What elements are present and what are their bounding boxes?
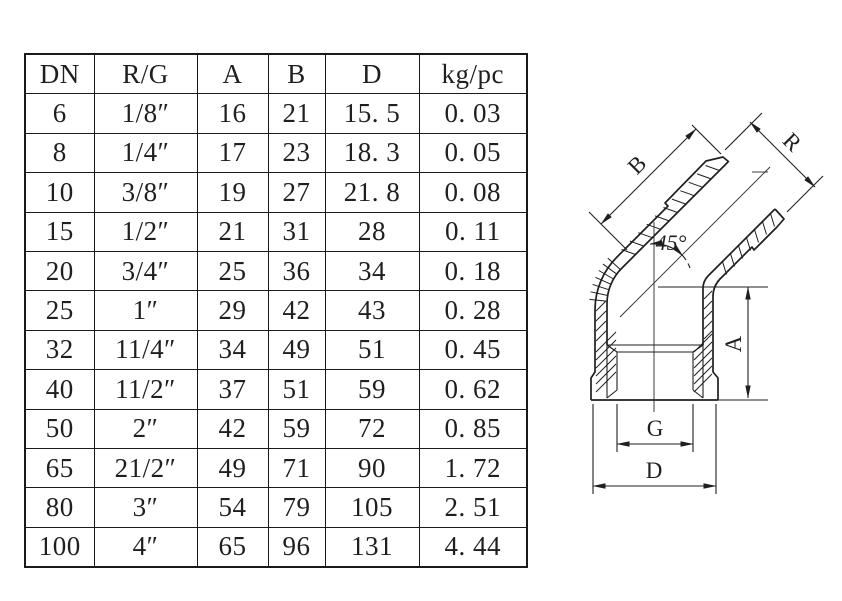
table-cell: 40 bbox=[25, 370, 94, 409]
table-cell: 37 bbox=[197, 370, 268, 409]
table-cell: 16 bbox=[197, 94, 268, 133]
hatch-tick bbox=[596, 321, 606, 331]
table-cell: 0. 05 bbox=[419, 133, 527, 172]
table-cell: 11/4″ bbox=[94, 330, 197, 369]
column-header-4: D bbox=[325, 54, 419, 94]
r-extension-upper bbox=[725, 113, 762, 150]
table-cell: 21 bbox=[268, 94, 325, 133]
table-cell: 50 bbox=[25, 409, 94, 448]
dim-label-g: G bbox=[646, 416, 664, 441]
hatch-tick bbox=[596, 372, 616, 392]
dimension-g bbox=[617, 404, 693, 452]
hatch-tick bbox=[596, 340, 616, 360]
hatch-tick bbox=[595, 277, 611, 284]
hatch-tick bbox=[638, 233, 652, 238]
table-cell: 49 bbox=[197, 448, 268, 487]
table-cell: 34 bbox=[197, 330, 268, 369]
table-cell: 23 bbox=[268, 133, 325, 172]
table-cell: 0. 18 bbox=[419, 251, 527, 290]
hatch-tick bbox=[763, 222, 767, 235]
table-cell: 0. 28 bbox=[419, 291, 527, 330]
dim-label-a: A bbox=[721, 335, 746, 353]
table-cell: 34 bbox=[325, 251, 419, 290]
table-cell: 54 bbox=[197, 488, 268, 527]
table-cell: 100 bbox=[25, 527, 94, 567]
table-cell: 11/2″ bbox=[94, 370, 197, 409]
hatch-tick bbox=[755, 230, 759, 243]
table-cell: 0. 62 bbox=[419, 370, 527, 409]
table-cell: 36 bbox=[268, 251, 325, 290]
table-cell: 59 bbox=[268, 409, 325, 448]
table-cell: 1. 72 bbox=[419, 448, 527, 487]
hatch-tick bbox=[622, 250, 636, 255]
table-cell: 90 bbox=[325, 448, 419, 487]
table-cell: 51 bbox=[325, 330, 419, 369]
hatch-tick bbox=[689, 182, 703, 187]
hatch-tick bbox=[706, 166, 720, 171]
hatch-tick bbox=[593, 284, 609, 289]
table-cell: 65 bbox=[25, 448, 94, 487]
dim-label-r: R bbox=[777, 127, 807, 157]
b-dimension-line bbox=[601, 129, 696, 224]
hatch-tick bbox=[731, 254, 735, 267]
table-cell: 59 bbox=[325, 370, 419, 409]
hatch-tick bbox=[591, 292, 608, 296]
hatch-tick bbox=[596, 348, 616, 368]
table-cell: 0. 08 bbox=[419, 173, 527, 212]
table-cell: 42 bbox=[197, 409, 268, 448]
hatch-tick bbox=[664, 208, 678, 213]
table-cell: 1″ bbox=[94, 291, 197, 330]
hatch-tick bbox=[596, 331, 606, 341]
hatch-tick bbox=[589, 299, 606, 301]
r-extension-lower bbox=[787, 176, 823, 212]
table-cell: 10 bbox=[25, 173, 94, 212]
table-cell: 43 bbox=[325, 291, 419, 330]
hatch-tick bbox=[680, 191, 694, 196]
table-cell: 15 bbox=[25, 212, 94, 251]
table-cell: 31 bbox=[268, 212, 325, 251]
table-cell: 1/4″ bbox=[94, 133, 197, 172]
hatch-tick bbox=[723, 262, 727, 275]
table-cell: 72 bbox=[325, 409, 419, 448]
table-cell: 0. 45 bbox=[419, 330, 527, 369]
hatch-tick bbox=[630, 241, 644, 246]
table-cell: 17 bbox=[197, 133, 268, 172]
table-cell: 4″ bbox=[94, 527, 197, 567]
column-header-3: B bbox=[268, 54, 325, 94]
table-cell: 3/8″ bbox=[94, 173, 197, 212]
hatch-tick bbox=[596, 301, 606, 311]
hatch-tick bbox=[596, 364, 616, 384]
column-header-0: DN bbox=[25, 54, 94, 94]
table-cell: 79 bbox=[268, 488, 325, 527]
table-cell: 131 bbox=[325, 527, 419, 567]
table-cell: 4. 44 bbox=[419, 527, 527, 567]
table-cell: 51 bbox=[268, 370, 325, 409]
table-cell: 71 bbox=[268, 448, 325, 487]
hatch-tick bbox=[596, 311, 606, 321]
table-cell: 3/4″ bbox=[94, 251, 197, 290]
table-cell: 21 bbox=[197, 212, 268, 251]
hatch-tick bbox=[747, 238, 751, 251]
dimension-angle bbox=[650, 230, 690, 268]
hatch-tick bbox=[672, 199, 686, 204]
hatch-tick bbox=[704, 291, 712, 299]
table-cell: 0. 03 bbox=[419, 94, 527, 133]
table-cell: 3″ bbox=[94, 488, 197, 527]
table-cell: 105 bbox=[325, 488, 419, 527]
hatch-tick bbox=[704, 321, 712, 329]
column-header-2: A bbox=[197, 54, 268, 94]
thread-detail bbox=[607, 345, 703, 398]
dim-label-b: B bbox=[622, 150, 652, 180]
hatch-tick bbox=[697, 174, 711, 179]
table-cell: 0. 85 bbox=[419, 409, 527, 448]
table-cell: 28 bbox=[325, 212, 419, 251]
table-cell: 6 bbox=[25, 94, 94, 133]
hatch-tick bbox=[704, 311, 712, 319]
column-header-1: R/G bbox=[94, 54, 197, 94]
hatch-tick bbox=[771, 214, 775, 227]
table-cell: 25 bbox=[25, 291, 94, 330]
hatch-tick bbox=[596, 356, 616, 376]
table-cell: 1/8″ bbox=[94, 94, 197, 133]
hatch-tick bbox=[739, 246, 743, 259]
hatch-tick bbox=[655, 216, 669, 221]
table-cell: 8 bbox=[25, 133, 94, 172]
dim-label-angle: 45° bbox=[655, 230, 687, 255]
hatch-tick bbox=[704, 301, 712, 309]
table-cell: 2. 51 bbox=[419, 488, 527, 527]
column-header-5: kg/pc bbox=[419, 54, 527, 94]
table-cell: 42 bbox=[268, 291, 325, 330]
table-cell: 19 bbox=[197, 173, 268, 212]
table-cell: 1/2″ bbox=[94, 212, 197, 251]
table-cell: 21. 8 bbox=[325, 173, 419, 212]
table-cell: 65 bbox=[197, 527, 268, 567]
table-cell: 0. 11 bbox=[419, 212, 527, 251]
table-cell: 80 bbox=[25, 488, 94, 527]
dim-label-d: D bbox=[645, 458, 663, 483]
table-cell: 32 bbox=[25, 330, 94, 369]
table-cell: 27 bbox=[268, 173, 325, 212]
table-cell: 29 bbox=[197, 291, 268, 330]
table-cell: 25 bbox=[197, 251, 268, 290]
table-cell: 21/2″ bbox=[94, 448, 197, 487]
table-cell: 96 bbox=[268, 527, 325, 567]
table-cell: 20 bbox=[25, 251, 94, 290]
table-cell: 49 bbox=[268, 330, 325, 369]
table-cell: 15. 5 bbox=[325, 94, 419, 133]
table-cell: 18. 3 bbox=[325, 133, 419, 172]
table-cell: 2″ bbox=[94, 409, 197, 448]
angle-arc-dashed-tail bbox=[683, 256, 690, 268]
